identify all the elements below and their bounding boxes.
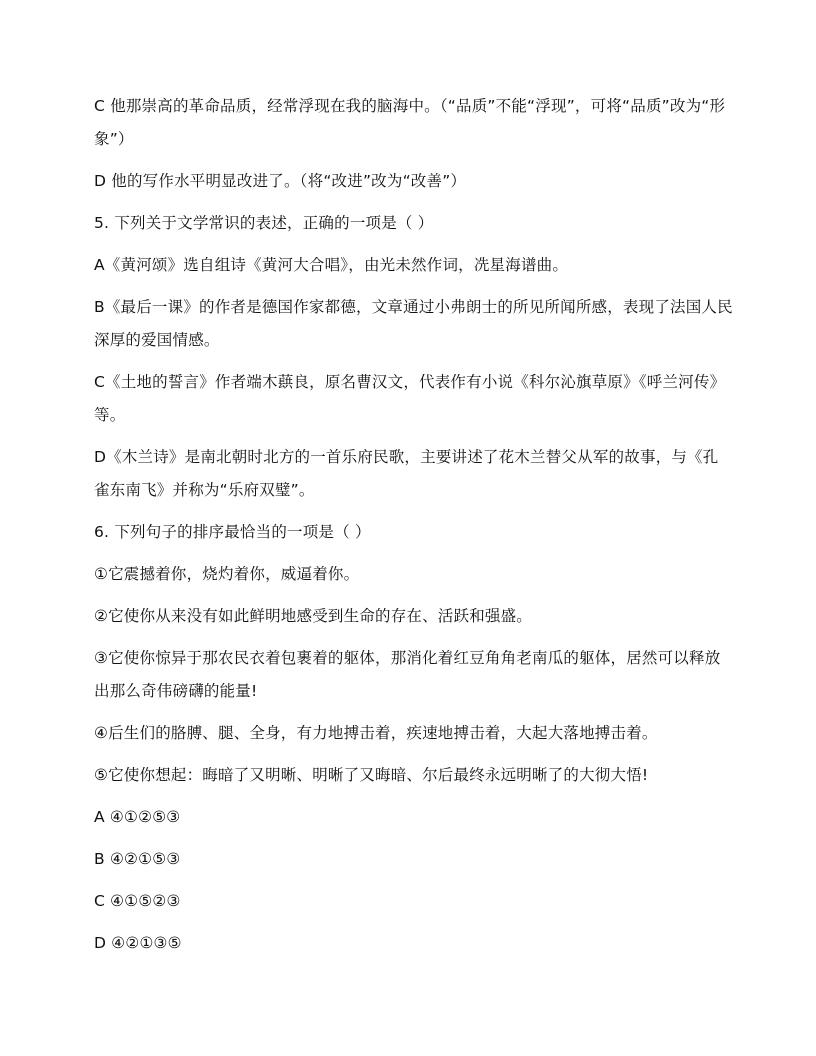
option-5b: B《最后一课》的作者是德国作家都德，文章通过小弗朗士的所见所闻所感，表现了法国人民深厚的爱国情感。	[94, 298, 733, 349]
sentence-4: ④后生们的胳膊、腿、全身，有力地搏击着，疾速地搏击着，大起大落地搏击着。	[94, 724, 658, 742]
option-6d: D ④②①③⑤	[94, 934, 182, 952]
question-6: 6. 下列句子的排序最恰当的一项是（ ）	[94, 523, 371, 541]
sentence-1: ①它震撼着你，烧灼着你，威逼着你。	[94, 565, 360, 583]
option-4c: C 他那崇高的革命品质，经常浮现在我的脑海中。（“品质”不能“浮现”，可将“品质”改为“形象”）	[94, 97, 726, 148]
option-6b: B ④②①⑤③	[94, 850, 181, 868]
sentence-5: ⑤它使你想起：晦暗了又明晰、明晰了又晦暗、尔后最终永远明晰了的大彻大悟!	[94, 766, 649, 784]
sentence-3: ③它使你惊异于那农民衣着包裹着的躯体，那消化着红豆角角老南瓜的躯体，居然可以释放出那么奇伟磅礴的能量!	[94, 649, 721, 700]
option-6c: C ④①⑤②③	[94, 892, 181, 910]
option-4d: D 他的写作水平明显改进了。（将“改进”改为“改善”）	[94, 172, 467, 190]
option-6a: A ④①②⑤③	[94, 808, 181, 826]
question-5: 5. 下列关于文学常识的表述，正确的一项是（ ）	[94, 214, 434, 232]
document-body	[94, 90, 734, 969]
option-5d: D《木兰诗》是南北朝时北方的一首乐府民歌，主要讲述了花木兰替父从军的故事，与《孔雀东南飞》并称为“乐府双璧”。	[94, 448, 719, 499]
option-5c: C《土地的誓言》作者端木蕻良，原名曹汉文，代表作有小说《科尔沁旗草原》《呼兰河传》等。	[94, 373, 726, 424]
option-5a: A《黄河颂》选自组诗《黄河大合唱》，由光未然作词，冼星海谱曲。	[94, 256, 569, 274]
sentence-2: ②它使你从来没有如此鲜明地感受到生命的存在、活跃和强盛。	[94, 607, 532, 625]
